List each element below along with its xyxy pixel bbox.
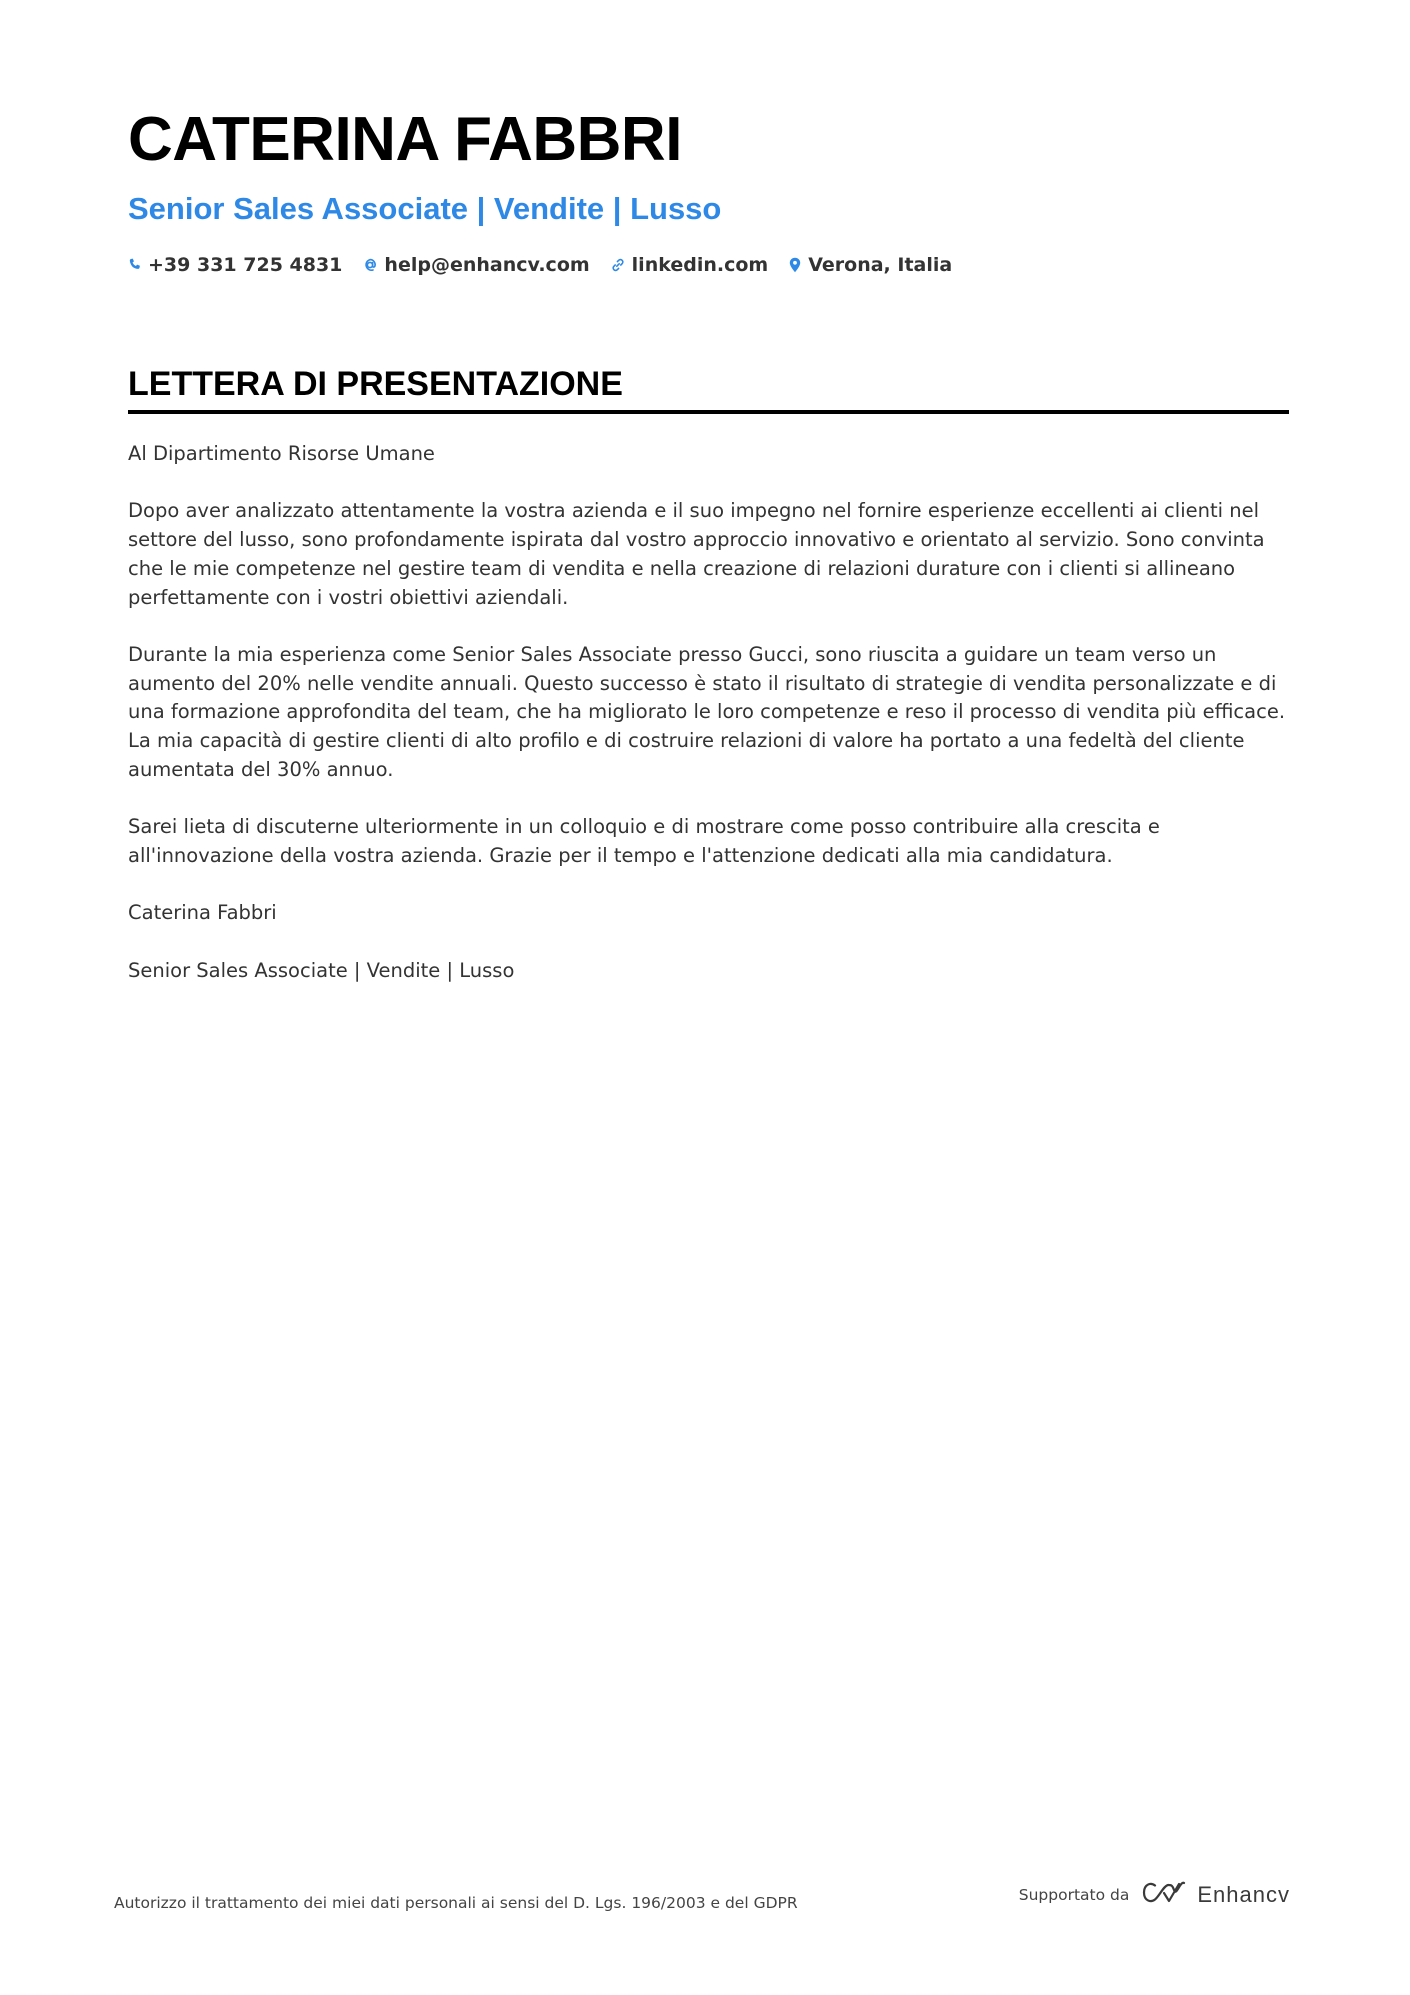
letter-paragraph: Sarei lieta di discuterne ulteriormente in un colloquio e di mostrare come posso contribuire alla crescita e all'innovazione della vostra azienda. Grazie per il tempo e l'attenzione dedicati alla mia candidatura. xyxy=(128,815,1160,867)
powered-by[interactable] xyxy=(1019,1880,1290,1910)
section-divider xyxy=(128,410,1289,414)
link-icon xyxy=(610,257,626,273)
letter-paragraph: Durante la mia esperienza come Senior Sales Associate presso Gucci, sono riuscita a guidare un team verso un aumento del 20% nelle vendite annuali. Questo successo è stato il risultato di strategie di vendita personalizzate e di una formazione approfondita del team, che ha migliorato le loro competenze e reso il processo di vendita più efficace. La mia capacità di gestire clienti di alto profilo e di costruire relazioni di valore ha portato a una fedeltà del cliente aumentata del 30% annuo. xyxy=(128,642,1286,781)
linkedin-value: linkedin.com xyxy=(631,254,769,276)
signature-name: Caterina Fabbri xyxy=(128,901,277,925)
contact-phone[interactable] xyxy=(128,254,342,276)
contact-location xyxy=(788,254,952,276)
letter-body xyxy=(128,440,1290,1014)
contact-bar xyxy=(128,254,952,276)
location-value: Verona, Italia xyxy=(808,254,953,276)
phone-value: +39 331 725 4831 xyxy=(148,254,343,276)
contact-email[interactable] xyxy=(362,254,589,276)
signature-title: Senior Sales Associate | Vendite | Lusso xyxy=(128,958,515,982)
brand-logo xyxy=(1141,1880,1290,1910)
applicant-name: CATERINA FABBRI xyxy=(128,105,682,174)
applicant-headline: Senior Sales Associate | Vendite | Lusso xyxy=(128,191,722,226)
letter-salutation: Al Dipartimento Risorse Umane xyxy=(128,442,435,465)
letter-paragraph: Dopo aver analizzato attentamente la vostra azienda e il suo impegno nel fornire esperienze eccellenti ai clienti nel settore del lusso, sono profondamente ispirata dal vostro approccio innovativo e orientato al servizio. Sono convinta che le mie competenze nel gestire team di vendita e nella creazione di relazioni durature con i clienti si allineano perfettamente con i vostri obiettivi aziendali. xyxy=(128,499,1265,609)
enhancv-logo-icon xyxy=(1141,1880,1187,1910)
at-icon xyxy=(362,257,378,273)
privacy-consent-note: Autorizzo il trattamento dei miei dati personali ai sensi del D. Lgs. 196/2003 e del GDPR xyxy=(114,1894,798,1912)
location-pin-icon xyxy=(788,257,802,273)
brand-name: Enhancv xyxy=(1197,1882,1290,1907)
email-value: help@enhancv.com xyxy=(384,254,590,276)
powered-by-label: Supportato da xyxy=(1018,1886,1130,1904)
section-title: LETTERA DI PRESENTAZIONE xyxy=(128,365,623,403)
contact-linkedin[interactable] xyxy=(610,254,769,276)
phone-icon xyxy=(128,258,142,272)
